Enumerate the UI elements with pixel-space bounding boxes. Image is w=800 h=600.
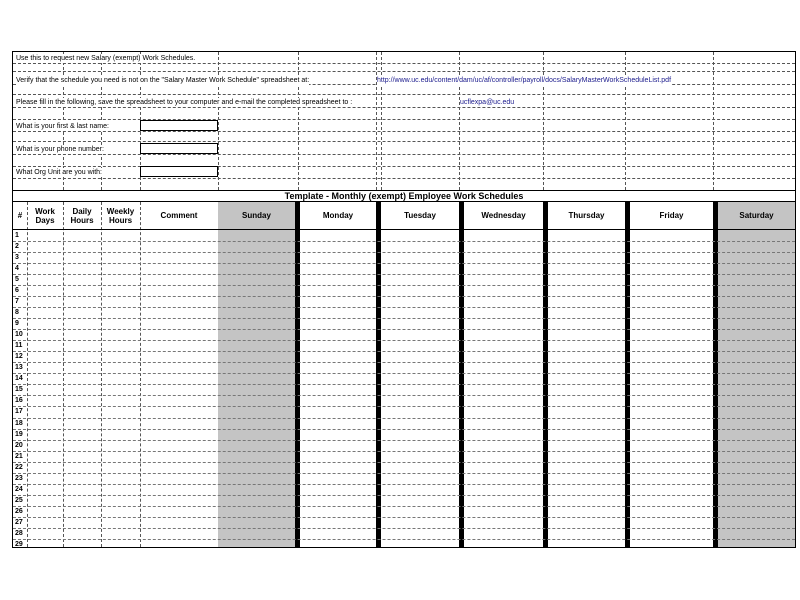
header-work-days: Work Days — [35, 206, 55, 225]
table-row — [13, 384, 795, 385]
row-number: 15 — [15, 386, 23, 394]
request-info-section — [13, 52, 795, 190]
table-row — [13, 484, 795, 485]
row-number: 7 — [15, 298, 19, 306]
header-daily-hours: Daily Hours — [70, 206, 94, 225]
table-row — [13, 296, 795, 297]
table-row — [13, 418, 795, 419]
table-row — [13, 395, 795, 396]
row-number: 11 — [15, 342, 23, 350]
table-row — [13, 451, 795, 452]
header-number: # — [17, 211, 23, 220]
table-row — [13, 263, 795, 264]
table-row — [13, 440, 795, 441]
row-number: 13 — [15, 364, 23, 372]
row-number: 16 — [15, 397, 23, 405]
verify-text: Verify that the schedule you need is not on the "Salary Master Work Schedule" spreadsheet at: — [16, 77, 310, 84]
row-number: 18 — [15, 419, 23, 427]
header-sunday: Sunday — [242, 211, 271, 220]
table-row — [13, 462, 795, 463]
master-schedule-link[interactable]: http://www.uc.edu/content/dam/uc/af/controller/payroll/docs/SalaryMasterWorkScheduleList.pdf — [377, 77, 672, 84]
row-number: 28 — [15, 529, 23, 537]
table-row — [13, 473, 795, 474]
header-saturday: Saturday — [739, 211, 774, 220]
row-number: 9 — [15, 320, 19, 328]
table-row — [13, 373, 795, 374]
org-unit-label: What Org Unit are you with: — [16, 169, 102, 176]
header-tuesday: Tuesday — [404, 211, 436, 220]
table-row — [13, 285, 795, 286]
row-number: 20 — [15, 441, 23, 449]
schedule-grid — [13, 202, 795, 547]
phone-label: What is your phone number: — [16, 146, 104, 153]
row-number: 10 — [15, 331, 23, 339]
table-row — [13, 351, 795, 352]
row-number: 5 — [15, 276, 19, 284]
row-number: 29 — [15, 540, 23, 548]
header-friday: Friday — [659, 211, 684, 220]
table-row — [13, 318, 795, 319]
row-number: 24 — [15, 485, 23, 493]
table-row — [13, 362, 795, 363]
table-row — [13, 506, 795, 507]
header-thursday: Thursday — [568, 211, 605, 220]
table-row — [13, 406, 795, 407]
table-row — [13, 429, 795, 430]
table-row — [13, 307, 795, 308]
table-row — [13, 528, 795, 529]
table-row — [13, 274, 795, 275]
name-input[interactable] — [140, 120, 218, 131]
phone-input[interactable] — [140, 143, 218, 154]
row-number: 22 — [15, 463, 23, 471]
table-row — [13, 495, 795, 496]
row-number: 6 — [15, 287, 19, 295]
name-label: What is your first & last name: — [16, 123, 109, 130]
intro-text: Use this to request new Salary (exempt) Work Schedules. — [16, 55, 196, 62]
header-monday: Monday — [322, 211, 354, 220]
org-unit-input[interactable] — [140, 166, 218, 177]
table-row — [13, 252, 795, 253]
header-comment: Comment — [160, 211, 198, 220]
row-number: 26 — [15, 507, 23, 515]
row-number: 8 — [15, 309, 19, 317]
table-row — [13, 340, 795, 341]
row-number: 23 — [15, 474, 23, 482]
row-number: 21 — [15, 452, 23, 460]
schedule-title: Template - Monthly (exempt) Employee Work Schedules — [13, 190, 795, 202]
row-number: 2 — [15, 243, 19, 251]
row-number: 3 — [15, 254, 19, 262]
header-weekly-hours: Weekly Hours — [106, 206, 135, 225]
row-number: 4 — [15, 265, 19, 273]
row-number: 17 — [15, 408, 23, 416]
table-row — [13, 241, 795, 242]
instructions-text: Please fill in the following, save the spreadsheet to your computer and e-mail the completed spreadsheet to : — [16, 99, 353, 106]
row-number: 1 — [15, 232, 19, 239]
table-row — [13, 539, 795, 540]
work-schedule-sheet — [12, 51, 796, 548]
row-number: 27 — [15, 518, 23, 526]
table-row — [13, 329, 795, 330]
row-number: 25 — [15, 496, 23, 504]
header-wednesday: Wednesday — [481, 211, 526, 220]
row-number: 14 — [15, 375, 23, 383]
row-number: 19 — [15, 430, 23, 438]
row-number: 12 — [15, 353, 23, 361]
submit-email-link[interactable]: ucflexpa@uc.edu — [460, 99, 515, 106]
table-row — [13, 517, 795, 518]
